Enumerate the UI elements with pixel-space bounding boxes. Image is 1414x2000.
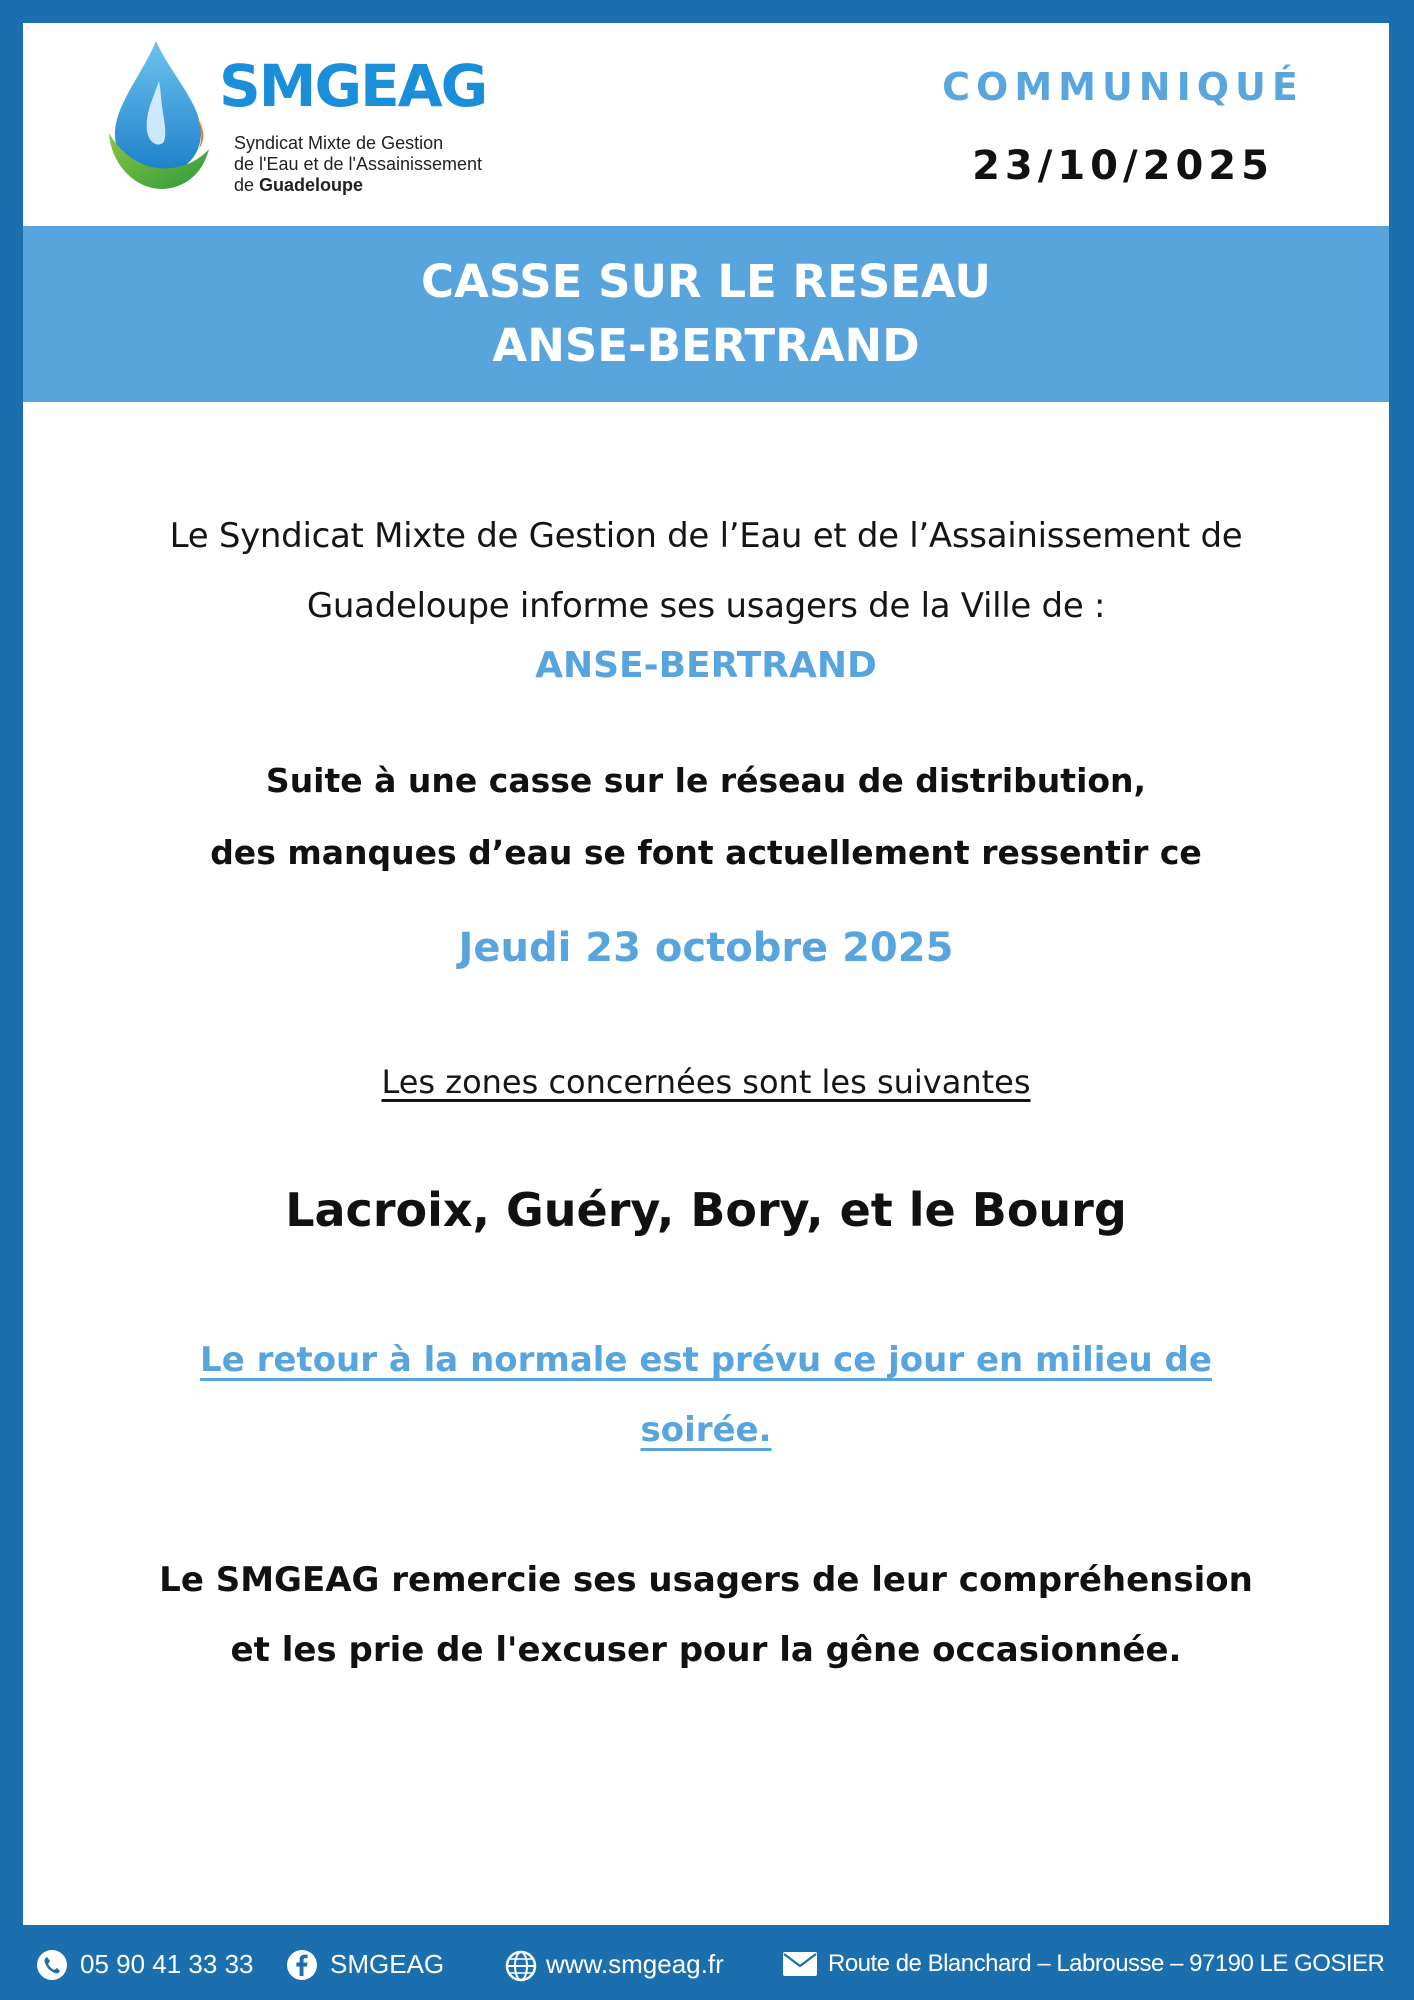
thanks-line2: et les prie de l'excuser pour la gêne occasionnée. — [230, 1630, 1182, 1670]
footer-address — [782, 1947, 1392, 1981]
intro-line2: Guadeloupe informe ses usagers de la Ville de : — [306, 586, 1106, 626]
title-banner — [23, 226, 1389, 402]
intro-line1: Le Syndicat Mixte de Gestion de l’Eau et de l’Assainissement de — [169, 516, 1243, 556]
zones-heading: Les zones concernées sont les suivantes — [381, 1063, 1031, 1101]
communique-date: 23/10/2025 — [972, 143, 1274, 189]
logo-subtitle-line2: de l'Eau et de l'Assainissement — [234, 154, 483, 174]
footer-website[interactable] — [504, 1947, 744, 1981]
footer-phone-text: 05 90 41 33 33 — [80, 1949, 254, 1979]
cause-line2: des manques d’eau se font actuellement ressentir ce — [210, 833, 1202, 872]
footer-address-text: Route de Blanchard – Labrousse – 97190 LE GOSIER — [828, 1950, 1385, 1977]
banner-title-line2: ANSE-BERTRAND — [492, 319, 920, 372]
footer-contact-bar — [0, 1925, 1414, 2000]
cause-line1: Suite à une casse sur le réseau de distribution, — [265, 761, 1147, 800]
logo-subtitle-prefix: de — [234, 175, 260, 195]
globe-icon — [504, 1949, 538, 1983]
thanks-paragraph — [23, 1545, 1389, 1685]
logo-subtitle — [234, 133, 534, 196]
return-to-normal-notice — [23, 1325, 1389, 1465]
water-drop-logo-icon — [101, 37, 211, 197]
return-line2: soirée. — [640, 1410, 772, 1450]
return-line1: Le retour à la normale est prévu ce jour en milieu de — [200, 1340, 1212, 1380]
footer-website-text: www.smgeag.fr — [546, 1949, 724, 1979]
logo-subtitle-line3 — [234, 175, 534, 196]
thanks-line1: Le SMGEAG remercie ses usagers de leur compréhension — [159, 1560, 1253, 1600]
logo-subtitle-region: Guadeloupe — [259, 175, 364, 195]
communique-sheet — [23, 23, 1389, 1925]
envelope-icon — [782, 1950, 818, 1978]
cause-paragraph — [23, 745, 1389, 889]
city-name: ANSE-BERTRAND — [535, 645, 877, 686]
footer-facebook-text: SMGEAG — [330, 1949, 445, 1979]
footer-facebook[interactable] — [286, 1947, 456, 1981]
zones-heading-wrap — [23, 1063, 1389, 1101]
banner-title-line1: CASSE SUR LE RESEAU — [421, 255, 991, 308]
incident-date: Jeudi 23 octobre 2025 — [458, 925, 954, 971]
logo-subtitle-line1: Syndicat Mixte de Gestion — [234, 133, 444, 153]
logo-wordmark: SMGEAG — [219, 52, 487, 120]
intro-paragraph — [23, 501, 1389, 641]
phone-icon — [36, 1949, 68, 1981]
affected-zones: Lacroix, Guéry, Bory, et le Bourg — [285, 1183, 1127, 1237]
smgeag-logo — [101, 37, 531, 197]
communique-label: COMMUNIQUÉ — [942, 65, 1304, 109]
facebook-icon — [286, 1949, 318, 1981]
footer-phone[interactable] — [36, 1947, 256, 1981]
